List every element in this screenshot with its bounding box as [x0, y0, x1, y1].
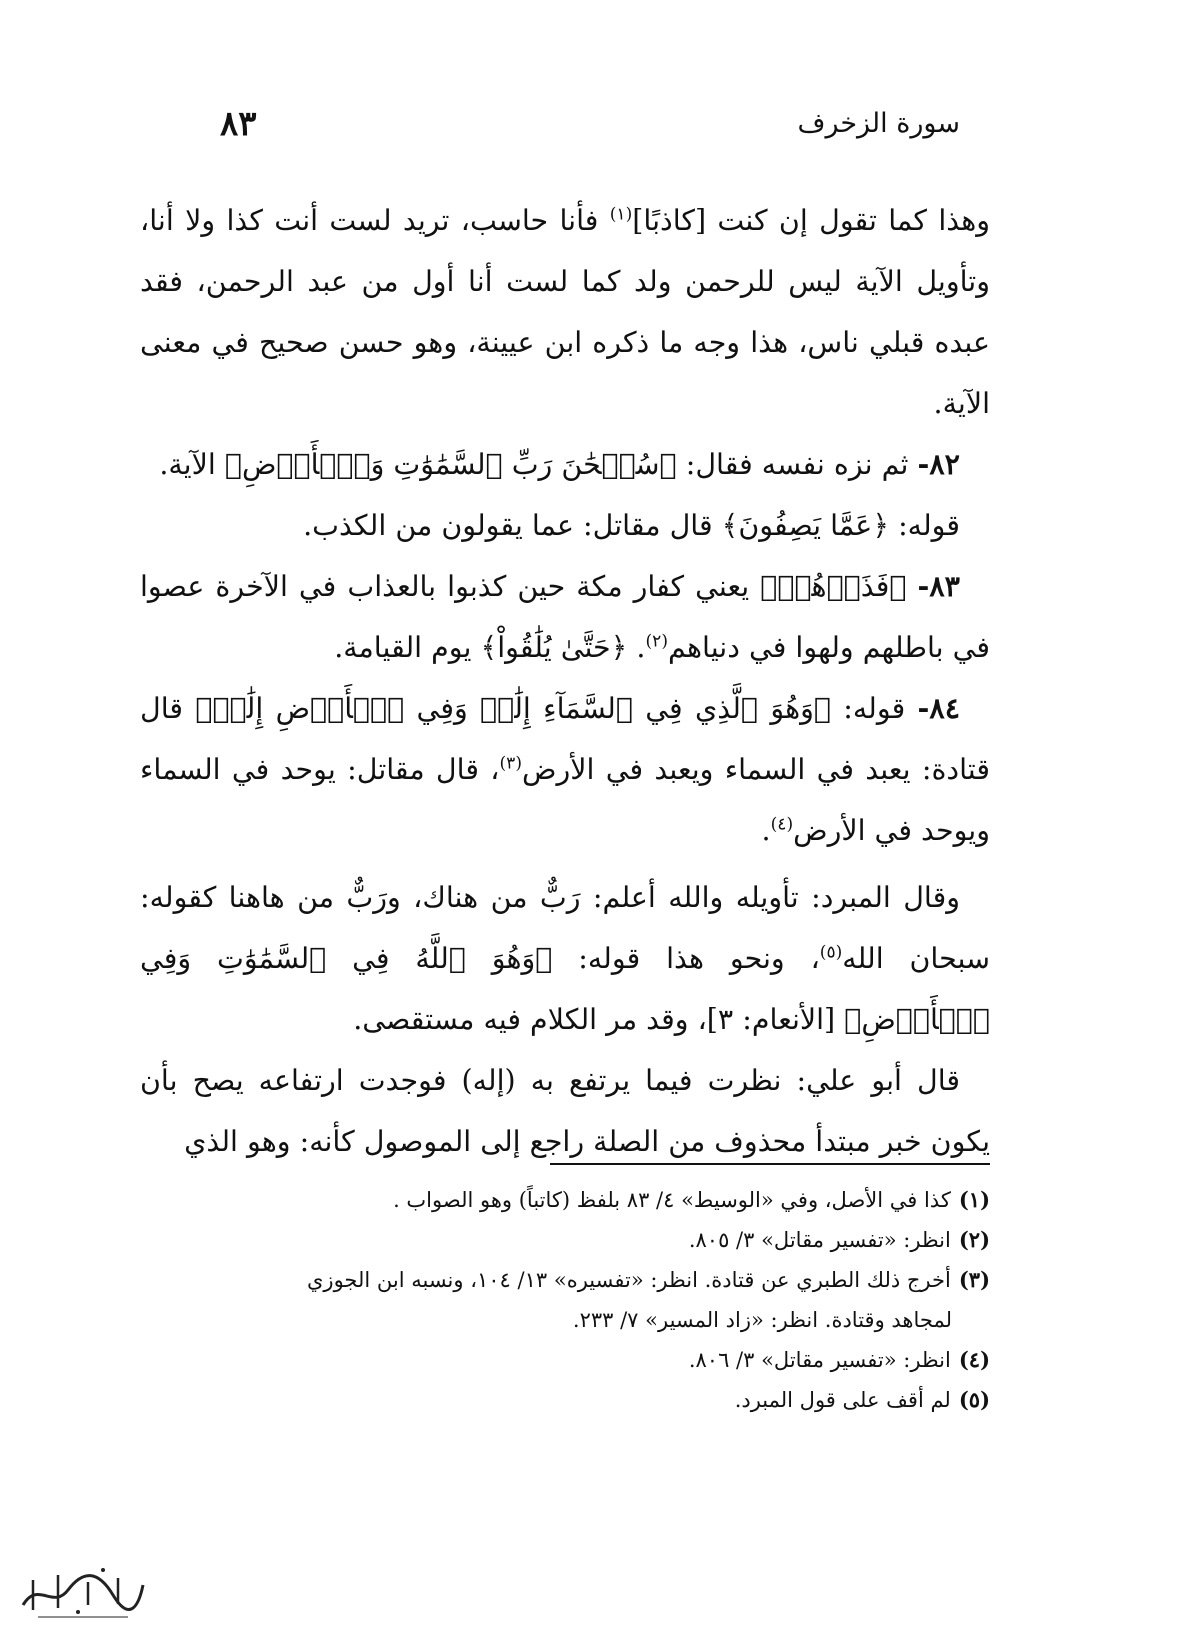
footnote-text: كذا في الأصل، وفي «الوسيط» ٤/ ٨٣ بلفظ (كاتباً) وهو الصواب . [393, 1188, 951, 1212]
footnote-number: (٢) [958, 1227, 990, 1252]
text-run: . [761, 814, 771, 847]
footnote-number: (٤) [958, 1347, 990, 1372]
quran-quote: ﴿سُبۡحَٰنَ رَبِّ ٱلسَّمَٰوَٰتِ وَٱلۡأَرۡضِ﴾ [224, 448, 677, 481]
paragraph-1 [140, 190, 990, 434]
text-run: ، ونحو هذا قوله: [552, 942, 820, 975]
paragraph-mubarrad [140, 867, 990, 1050]
footnote-ref-1: (١) [609, 204, 633, 225]
text-run: ثم نزه نفسه فقال: [676, 448, 918, 481]
text-run: قوله: [830, 692, 918, 725]
text-run: [الأنعام: ٣]، وقد مر الكلام فيه مستقصى. [353, 1003, 845, 1036]
footnote-2 [140, 1220, 990, 1260]
quran-quote: ﴿عَمَّا يَصِفُونَ﴾ [721, 509, 890, 542]
text-run: . [627, 631, 646, 664]
text-run: وقال المبرد: تأويله والله أعلم: رَبٌّ من هناك، ورَبٌّ من هاهنا كقوله: سبحان الله [140, 881, 990, 975]
text-run: فأنا حاسب، تريد لست أنت كذا ولا أنا، وتأويل الآية ليس للرحمن ولد كما لست أنا أول من عبد الرحمن، فقد عبده قبلي ناس، هذا وجه ما ذكره ابن عيينة، وهو حسن صحيح في معنى الآية. [140, 204, 990, 420]
footnote-number: (١) [958, 1187, 990, 1212]
paragraph-82 [140, 434, 990, 495]
running-title: سورة الزخرف [797, 108, 960, 139]
footnote-5 [140, 1380, 990, 1420]
text-run: قوله: [889, 509, 960, 542]
paragraph-83 [140, 556, 990, 678]
paragraph-qawluh [140, 495, 990, 556]
text-run: قال قتادة: يعبد في السماء ويعبد في الأرض [140, 692, 990, 786]
footnote-text: لم أقف على قول المبرد. [734, 1388, 951, 1412]
footnote-ref-3: (٣) [499, 753, 522, 774]
text-run: يوم القيامة. [334, 631, 481, 664]
footnote-1 [140, 1180, 990, 1220]
page-header [220, 104, 960, 148]
footnote-ref-5: (٥) [819, 942, 843, 963]
footnote-3 [140, 1260, 990, 1340]
verse-number-83: ٨٣- [917, 569, 960, 603]
paragraph-abu-ali [140, 1050, 990, 1172]
footnote-text: أخرج ذلك الطبري عن قتادة. انظر: «تفسيره» ١٣/ ١٠٤، ونسبه ابن الجوزي [307, 1268, 951, 1292]
footnote-text: انظر: «تفسير مقاتل» ٣/ ٨٠٥. [688, 1228, 951, 1252]
quran-quote: ﴿حَتَّىٰ يُلَٰقُواْ﴾ [480, 631, 628, 664]
footnote-4 [140, 1340, 990, 1380]
footnote-divider [550, 1163, 990, 1165]
quran-quote: ﴿وَهُوَ ٱلَّذِي فِي ٱلسَّمَآءِ إِلَٰهٞ وَفِي ٱلۡأَرۡضِ إِلَٰهٞ﴾ [195, 692, 831, 725]
main-text [140, 190, 990, 1172]
footnote-text-continued: لمجاهد وقتادة. انظر: «زاد المسير» ٧/ ٢٣٣. [572, 1308, 952, 1332]
text-run: قال مقاتل: عما يقولون من الكذب. [303, 509, 722, 542]
paragraph-84 [140, 678, 990, 861]
text-run: الآية. [159, 448, 225, 481]
text-run: وهذا كما تقول إن كنت [كاذبًا] [632, 204, 990, 237]
page-number: ٨٣ [220, 104, 257, 144]
verse-number-82: ٨٢- [917, 447, 960, 481]
library-stamp-logo [18, 1560, 148, 1620]
text-run: قال أبو علي: نظرت فيما يرتفع به (إله) فوجدت ارتفاعه يصح بأن يكون خبر مبتدأ محذوف من الصلة راجع إلى الموصول كأنه: وهو الذي [140, 1064, 990, 1158]
footnote-text: انظر: «تفسير مقاتل» ٣/ ٨٠٦. [688, 1348, 951, 1372]
footnotes [140, 1180, 990, 1420]
footnote-ref-2: (٢) [645, 631, 669, 652]
text-run: يعني كفار مكة حين كذبوا بالعذاب في الآخرة عصوا في باطلهم ولهوا في دنياهم [140, 570, 990, 664]
verse-number-84: ٨٤- [917, 691, 961, 725]
footnote-number: (٣) [958, 1267, 990, 1292]
footnote-number: (٥) [958, 1387, 990, 1412]
text-run: ، قال مقاتل: يوحد في السماء ويوحد في الأرض [140, 753, 990, 847]
footnote-ref-4: (٤) [770, 814, 794, 835]
quran-quote: ﴿وَهُوَ ٱللَّهُ فِي ٱلسَّمَٰوَٰتِ وَفِي ٱلۡأَرۡضِ﴾ [140, 942, 990, 1036]
quran-quote: ﴿فَذَرۡهُمۡ﴾ [760, 570, 918, 603]
